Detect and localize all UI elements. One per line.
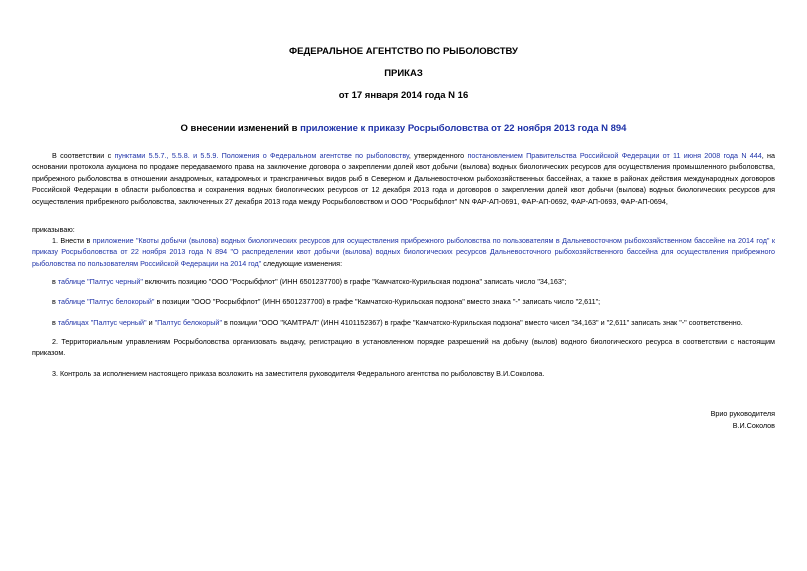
change-2-text-1: в: [52, 297, 58, 306]
signature-name: В.И.Соколов: [732, 421, 775, 430]
item-3-paragraph: 3. Контроль за исполнением настоящего приказа возложить на заместителя руководителя Федерального агентства по рыболовству В.И.Соколова.: [52, 369, 545, 378]
change-2-link-table[interactable]: таблице "Палтус белокорый": [57, 297, 155, 306]
change-2-line: [52, 296, 775, 307]
preamble-link-resolution[interactable]: постановлением Правительства Российской Федерации от 11 июня 2008 года N 444: [467, 151, 762, 160]
change-2-text-2: в позиции "ООО "Росрыбфлот" (ИНН 6501237700) в графе "Камчатско-Курильская подзона" вместо знака "-" записать число "2,611";: [154, 297, 601, 306]
preamble-text-3: , на основании протокола аукциона по продаже передаваемого права на заключение договора о закреплении долей квот добычи (вылова) водных биологических ресурсов для осуществления промышленного рыболовства, прибрежного рыболовства в отношении анадромных, катадромных и трансграничных видов рыб в Северном и Дальневосточном рыбохозяйственных бассейнах, а также в районах действия международных договоров Российской Федерации в области рыболовства и сохранения водных биологических ресурсов от 12 декабря 2013 года и договоров о закреплении долей квот добычи (вылова) водных биологических ресурсов для осуществления прибрежного рыболовства, заключенных 27 декабря 2013 года между Росрыболовством и ООО "Росрыбфлот" NN ФАР-АП-0691, ФАР-АП-0692, ФАР-АП-0693, ФАР-АП-0694,: [32, 151, 776, 206]
preamble-link-regulation[interactable]: пунктами 5.5.7., 5.5.8. и 5.5.9. Положения о Федеральном агентстве по рыболовству: [114, 151, 409, 160]
change-3-link-table-2[interactable]: "Палтус белокорый": [154, 318, 222, 327]
preamble-text-2: , утвержденного: [408, 151, 468, 160]
change-3-text-3: в позиции "ООО "КАМТРАЛ" (ИНН 4101152367) в графе "Камчатско-Курильская подзона" вместо чисел "34,163" и "2,611" записать знак "-" соответственно.: [222, 318, 743, 327]
item-1-paragraph: [32, 235, 775, 269]
subject-prefix: О внесении изменений в: [180, 123, 301, 134]
subject-link[interactable]: приложение к приказу Росрыболовства от 22 ноября 2013 года N 894: [300, 123, 627, 134]
item-1-text-2: следующие изменения:: [261, 258, 343, 268]
document-date: от 17 января 2014 года N 16: [338, 90, 469, 101]
document-type: ПРИКАЗ: [384, 68, 423, 79]
change-3-text-1: в: [52, 318, 58, 327]
change-3-line: [52, 317, 775, 328]
signature-title: Врио руководителя: [710, 409, 775, 418]
document-subject: [32, 123, 775, 135]
change-3-text-2: и: [146, 318, 155, 327]
order-word: приказываю:: [32, 225, 75, 234]
item-2-paragraph: 2. Территориальным управлениям Росрыболовства организовать выдачу, регистрацию в установленном порядке разрешений на добычу (вылов) водного биологического ресурса в соответствии с настоящим приказом.: [32, 337, 775, 358]
item-1-text-1: 1. Внести в: [52, 236, 93, 245]
change-1-line: [52, 276, 775, 287]
preamble-paragraph: [32, 150, 775, 207]
change-1-text-2: включить позицию "ООО "Росрыбфлот" (ИНН 6501237700) в графе "Камчатско-Курильская подзона" записать число "34,163";: [142, 277, 567, 286]
change-3-link-table-1[interactable]: таблицах "Палтус черный": [57, 318, 147, 327]
change-1-link-table[interactable]: таблице "Палтус черный": [57, 277, 143, 286]
item-1-link-appendix[interactable]: приложение "Квоты добычи (вылова) водных биологических ресурсов для осуществления прибрежного рыболовства по пользователям в Дальневосточном рыбохозяйственном бассейне на 2014 год" к приказу Росрыболовства от 22 ноября 2013 года N 894 "О распределении квот добычи (вылова) водных биологических ресурсов Дальневосточного рыбохозяйственного бассейна для осуществления прибрежного рыболовства по пользователям Российской Федерации на 2014 год": [32, 236, 775, 268]
agency-name: ФЕДЕРАЛЬНОЕ АГЕНТСТВО ПО РЫБОЛОВСТВУ: [289, 46, 518, 57]
change-1-text-1: в: [52, 277, 58, 286]
preamble-text-1: В соответствии с: [52, 151, 115, 160]
